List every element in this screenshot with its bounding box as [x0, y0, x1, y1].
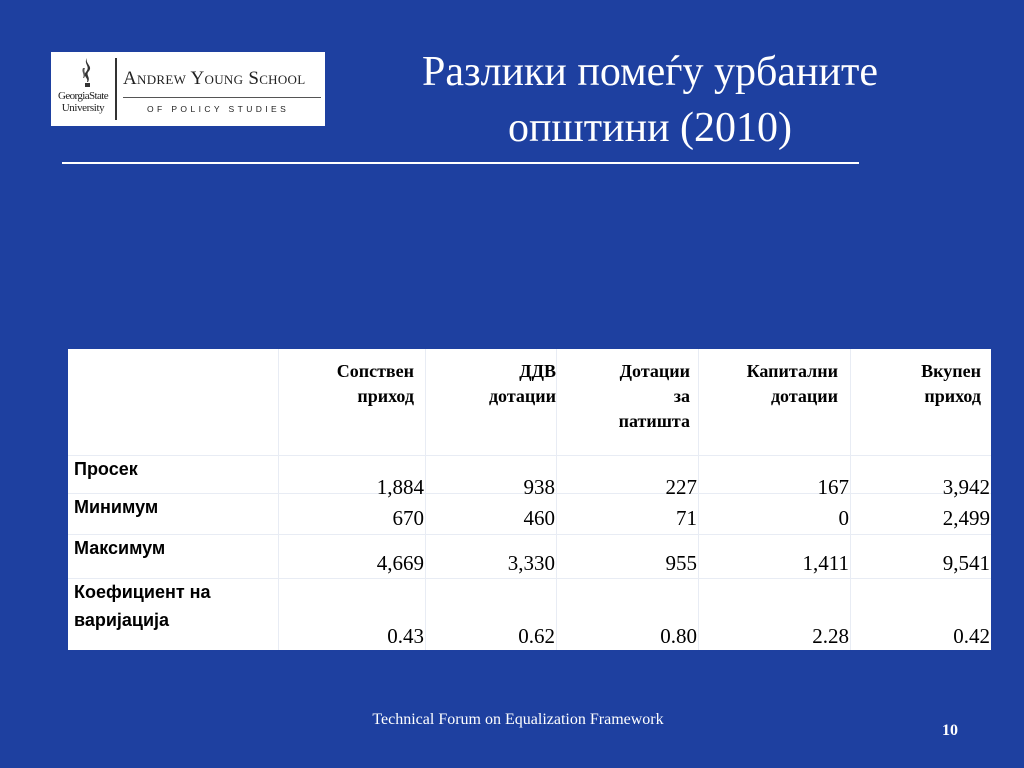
table-cell: 938 — [523, 475, 555, 499]
table-column-header — [850, 349, 991, 409]
table-cell: 0.43 — [387, 624, 424, 648]
table-cell: 955 — [665, 551, 697, 575]
header-line: Вкупен — [921, 361, 981, 381]
school-name: Andrew Young School — [123, 68, 306, 89]
header-line: приход — [924, 386, 981, 406]
table-cell: 1,411 — [802, 551, 849, 575]
school-subtitle: OF POLICY STUDIES — [147, 104, 290, 114]
gsu-name-line1: GeorgiaState — [57, 90, 109, 102]
header-line: ДДВ — [519, 361, 556, 381]
table-cell: 460 — [523, 506, 555, 530]
table-column-header — [698, 349, 850, 409]
table-cell: 1,884 — [376, 475, 424, 499]
table-column-header — [556, 349, 698, 434]
data-table — [68, 349, 991, 650]
header-line: за — [673, 386, 690, 406]
header-line: патишта — [618, 411, 690, 431]
footer-text: Technical Forum on Equalization Framework — [372, 711, 664, 728]
header-line: дотации — [770, 386, 838, 406]
row-label — [68, 534, 278, 562]
table-cell: 0.62 — [518, 624, 555, 648]
title-line-2: општини (2010) — [507, 105, 793, 151]
table-cell: 2,499 — [942, 506, 990, 530]
row-label-line: Максимум — [74, 538, 166, 558]
row-label-line: Минимум — [74, 497, 159, 517]
table-cell: 0.42 — [953, 624, 990, 648]
table-column-header — [278, 349, 425, 409]
header-line: приход — [357, 386, 414, 406]
header-line: Капитални — [746, 361, 838, 381]
school-logo — [51, 52, 325, 126]
table-cell: 167 — [817, 475, 849, 499]
table-row — [68, 534, 991, 578]
table-cell: 670 — [392, 506, 424, 530]
header-line: дотации — [488, 386, 556, 406]
table-row — [68, 455, 991, 499]
table-header-row — [68, 349, 991, 455]
row-label-line: Коефициент на — [74, 582, 211, 602]
table-row — [68, 493, 991, 534]
row-label — [68, 578, 278, 634]
table-row — [68, 578, 991, 650]
gsu-logo — [53, 56, 113, 122]
table-cell: 3,330 — [507, 551, 555, 575]
torch-icon — [79, 58, 95, 88]
header-line: Сопствен — [336, 361, 414, 381]
logo-divider — [115, 58, 117, 120]
table-column-header — [425, 349, 556, 409]
row-label — [68, 493, 278, 521]
row-label-line: варијација — [74, 610, 170, 630]
header-line: Дотации — [619, 361, 690, 381]
gsu-name-line2: University — [61, 102, 105, 114]
row-label-line: Просек — [74, 459, 138, 479]
table-cell: 9,541 — [942, 551, 990, 575]
table-cell: 2.28 — [812, 624, 849, 648]
table-cell: 0.80 — [660, 624, 697, 648]
table-cell: 227 — [665, 475, 697, 499]
row-label — [68, 455, 278, 483]
title-underline — [62, 162, 859, 164]
slide-title — [330, 44, 970, 156]
table-cell: 4,669 — [376, 551, 424, 575]
table-cell: 3,942 — [942, 475, 990, 499]
table-cell: 0 — [838, 506, 849, 530]
logo-rule — [123, 97, 321, 98]
page-number: 10 — [942, 722, 958, 739]
title-line-1: Разлики помеѓу урбаните — [422, 49, 878, 95]
table-cell: 71 — [676, 506, 697, 530]
